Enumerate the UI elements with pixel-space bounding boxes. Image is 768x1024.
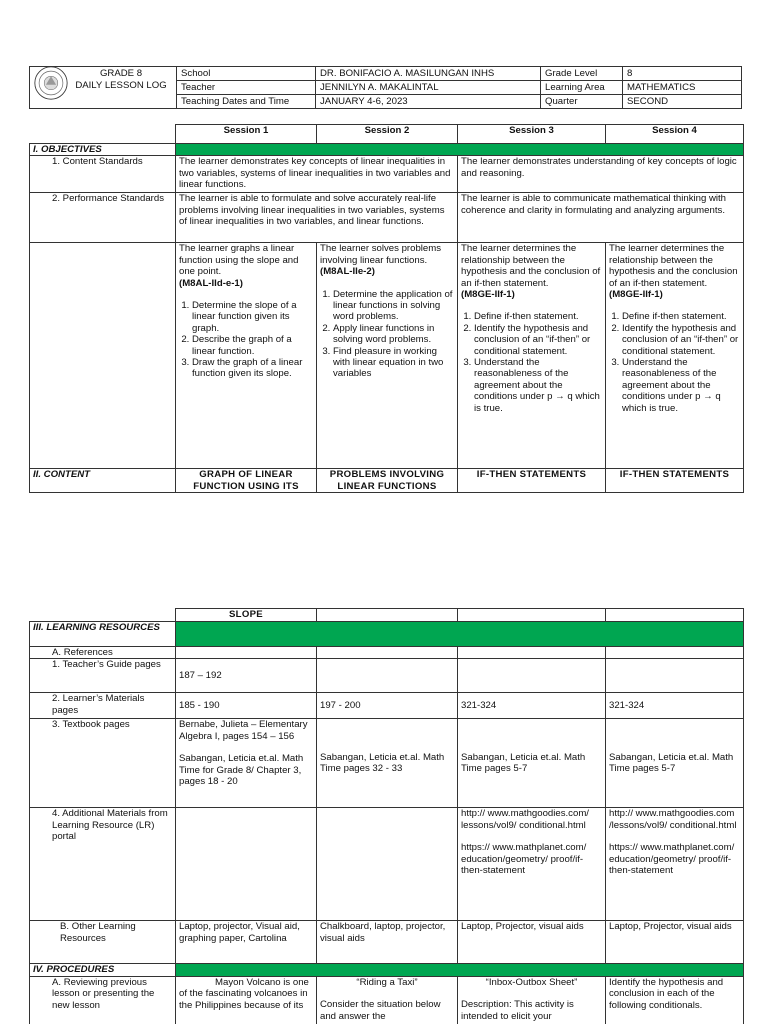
tg-session-3 [458,659,606,693]
session-3-header: Session 3 [458,125,606,144]
procedure-a-s2 [317,976,458,1024]
references-label: A. References [30,647,176,659]
am-session-4 [606,808,744,921]
s4-item-1: 1. Define if-then statement. [622,311,740,322]
other-session-2: Chalkboard, laptop, projector, visual aids [317,921,458,964]
resources-table [29,608,744,1024]
procedure-a-label: A. Reviewing previous lesson or presenting the new lesson [30,976,176,1024]
proc-s3-title: “Inbox-Outbox Sheet” [485,976,578,988]
performance-standards-s12: The learner is able to formulate and solve accurately real-life problems involving linear inequalities in two variables, systems of linear inequalities in two variables, and linear functions. [176,193,458,243]
procedures-heading: IV. PROCEDURES [30,964,176,976]
am-session-3 [458,808,606,921]
objectives-table [29,124,744,493]
content-standards-s12: The learner demonstrates key concepts of linear inequalities in two variables, systems of linear inequalities in two variables and linear functions. [176,156,458,193]
school-label: School [177,67,316,81]
tb-session-1 [176,719,317,808]
objectives-session-2 [317,243,458,469]
am-s4-link-1[interactable]: http:// www.mathgoodies.com /lessons/vol9/ conditional.html [609,808,737,831]
am-s4-link-2[interactable]: https:// www.mathplanet.com/ education/geometry/ proof/if-then-statement [609,842,735,877]
dates-label: Teaching Dates and Time [177,95,316,109]
s2-item-2: 2. Apply linear functions in solving word problems. [333,323,454,346]
grade-title: GRADE 8 [99,68,143,79]
session-1-header: Session 1 [176,125,317,144]
tb-session-4: Sabangan, Leticia et.al. Math Time pages 5-7 [606,719,744,808]
proc-s2-text: Consider the situation below and answer the [320,999,441,1022]
dates-value: JANUARY 4-6, 2023 [316,95,541,109]
log-title: DAILY LESSON LOG [75,80,167,91]
content-session-1: GRAPH OF LINEAR FUNCTION USING ITS [176,469,317,493]
s1-intro: The learner graphs a linear function using the slope and one point. [179,243,299,278]
content-session-3: IF-THEN STATEMENTS [458,469,606,493]
content-standards-s34: The learner demonstrates understanding of key concepts of logic and reasoning. [458,156,744,193]
am-s3-link-2[interactable]: https:// www.mathplanet.com/ education/geometry/ proof/if-then-statement [461,842,587,877]
objectives-session-1 [176,243,317,469]
teacher-label: Teacher [177,81,316,95]
performance-standards-label: 2. Performance Standards [30,193,176,243]
objectives-heading: I. OBJECTIVES [30,144,176,156]
objectives-green-bar [176,144,744,156]
s4-intro: The learner determines the relationship between the hypothesis and the conclusion of an if-then statement. [609,243,738,289]
grade-level-value: 8 [623,67,742,81]
s1-item-1: 1. Determine the slope of a linear function given its graph. [192,300,313,334]
am-s3-link-1[interactable]: http:// www.mathgoodies.com/ lessons/vol9/ conditional.html [461,808,589,831]
quarter-value: SECOND [623,95,742,109]
lm-session-3: 321-324 [458,693,606,719]
proc-s1-text: Mayon Volcano is one of the fascinating volcanoes in the Philippines because of its [179,976,309,1011]
content-session-2: PROBLEMS INVOLVING LINEAR FUNCTIONS [317,469,458,493]
s3-item-2: 2. Identify the hypothesis and conclusion of an “if-then” or conditional statement. [474,323,602,357]
proc-s4-text: Identify the hypothesis and conclusion in each of the following conditionals. [609,976,724,1011]
s4-item-2: 2. Identify the hypothesis and conclusion of an “if-then” or conditional statement. [622,323,740,357]
grade-level-label: Grade Level [541,67,623,81]
s1-item-2: 2. Describe the graph of a linear function. [192,334,313,357]
textbook-label: 3. Textbook pages [30,719,176,808]
procedure-a-s3 [458,976,606,1024]
content-session-1-cont: SLOPE [176,609,317,622]
other-session-4: Laptop, Projector, visual aids [606,921,744,964]
s4-item-3: 3. Understand the reasonableness of the agreement about the conditions under p → q which is true. [622,357,740,414]
resources-heading: III. LEARNING RESOURCES [30,622,176,647]
lm-session-1: 185 - 190 [176,693,317,719]
lm-session-2: 197 - 200 [317,693,458,719]
tb-session-3: Sabangan, Leticia et.al. Math Time pages 5-7 [458,719,606,808]
objectives-session-4 [606,243,744,469]
s3-item-1: 1. Define if-then statement. [474,311,602,322]
s3-item-3: 3. Understand the reasonableness of the agreement about the conditions under p → q which is true. [474,357,602,414]
s1-item-3: 3. Draw the graph of a linear function given its slope. [192,357,313,380]
teachers-guide-label: 1. Teacher’s Guide pages [30,659,176,693]
competencies-label [30,243,176,469]
proc-s3-text: Description: This activity is intended to elicit your [461,999,574,1022]
procedure-a-s1 [176,976,317,1024]
s1-code: (M8AL-IId-e-1) [179,277,243,289]
s3-intro: The learner determines the relationship between the hypothesis and the conclusion of an if-then statement. [461,243,601,289]
procedure-a-s4 [606,976,744,1024]
tb-s1-a: Bernabe, Julieta – Elementary Algebra I, pages 154 – 156 [179,719,308,742]
proc-s2-title: “Riding a Taxi” [356,976,418,988]
content-heading: II. CONTENT [30,469,176,493]
s2-item-3: 3. Find pleasure in working with linear equation in two variables [333,346,454,380]
s2-item-1: 1. Determine the application of linear functions in solving word problems. [333,289,454,323]
performance-standards-s34: The learner is able to communicate mathematical thinking with coherence and clarity in formulating and analyzing arguments. [458,193,744,243]
session-4-header: Session 4 [606,125,744,144]
tb-session-2: Sabangan, Leticia et.al. Math Time pages 32 - 33 [317,719,458,808]
learners-materials-label: 2. Learner’s Materials pages [30,693,176,719]
learning-area-value: MATHEMATICS [623,81,742,95]
objectives-session-3 [458,243,606,469]
s3-code: (M8GE-IIf-1) [461,289,515,301]
grade-title-cell [30,67,177,109]
procedures-green-bar [176,964,744,976]
s2-code: (M8AL-IIe-2) [320,266,375,278]
school-value: DR. BONIFACIO A. MASILUNGAN INHS [316,67,541,81]
learning-area-label: Learning Area [541,81,623,95]
tg-session-2 [317,659,458,693]
additional-materials-label: 4. Additional Materials from Learning Resource (LR) portal [30,808,176,921]
teacher-value: JENNILYN A. MAKALINTAL [316,81,541,95]
s2-intro: The learner solves problems involving linear functions. [320,243,442,266]
quarter-label: Quarter [541,95,623,109]
session-2-header: Session 2 [317,125,458,144]
other-resources-label: B. Other Learning Resources [30,921,176,964]
other-session-3: Laptop, Projector, visual aids [458,921,606,964]
s4-code: (M8GE-IIf-1) [609,289,663,301]
content-session-4: IF-THEN STATEMENTS [606,469,744,493]
content-standards-label: 1. Content Standards [30,156,176,193]
tb-s1-b: Sabangan, Leticia et.al. Math Time for Grade 8/ Chapter 3, pages 18 - 20 [179,753,304,788]
other-session-1: Laptop, projector, Visual aid, graphing paper, Cartolina [176,921,317,964]
header-table [29,66,742,109]
tg-session-4 [606,659,744,693]
tg-session-1: 187 – 192 [176,659,317,693]
lm-session-4: 321-324 [606,693,744,719]
resources-green-bar [176,622,744,647]
